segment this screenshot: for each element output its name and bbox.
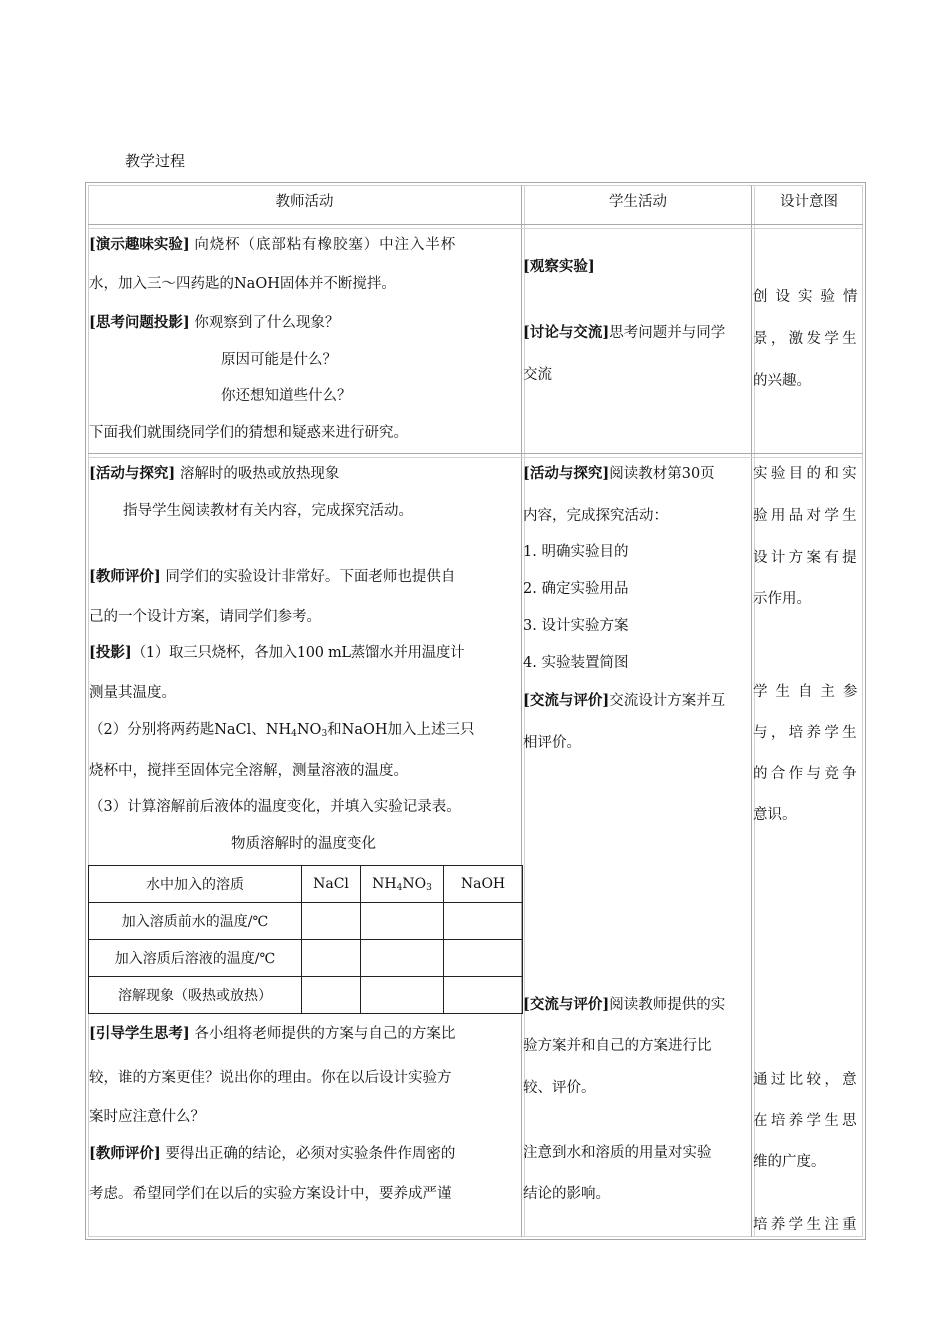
table-cell [302, 903, 361, 940]
student-line: 交流 [523, 367, 552, 383]
section-tag: [引导学生思考] [89, 1025, 190, 1042]
header-design: 设计意图 [780, 194, 838, 210]
table-cell: 溶解现象（吸热或放热） [89, 977, 302, 1014]
teacher-line: 案时应注意什么？ [89, 1109, 205, 1125]
teacher-line: 烧杯中，搅拌至固体完全溶解，测量溶液的温度。 [89, 763, 408, 779]
teacher-line: [投影]（1）取三只烧杯，各加入100 mL蒸馏水并用温度计 [89, 644, 465, 661]
table-cell: 加入溶质后溶液的温度/℃ [89, 940, 302, 977]
section-tag: [演示趣味实验] [89, 236, 190, 253]
student-line: [讨论与交流]思考问题并与同学 [523, 324, 726, 341]
section-tag: [教师评价] [89, 568, 161, 585]
table-cell: 加入溶质前水的温度/℃ [89, 903, 302, 940]
design-line: 实验目的和实 [753, 466, 861, 482]
design-line: 在培养学生思 [753, 1113, 861, 1129]
teacher-line: [活动与探究] 溶解时的吸热或放热现象 [89, 465, 340, 482]
table-row [89, 977, 523, 1014]
table-header-cell: NaOH [444, 866, 523, 903]
student-line: 2. 确定实验用品 [523, 581, 629, 597]
teacher-line: 较，谁的方案更佳？说出你的理由。你在以后设计实验方 [89, 1070, 452, 1086]
teacher-line: （3）计算溶解前后液体的温度变化，并填入实验记录表。 [89, 799, 461, 815]
section-tag: [活动与探究] [89, 465, 176, 482]
row-divider [88, 224, 863, 225]
table-cell [444, 940, 523, 977]
teacher-line: [演示趣味实验] 向烧杯（底部粘有橡胶塞）中注入半杯 [89, 236, 457, 253]
student-line: 相评价。 [523, 735, 581, 751]
table-cell [302, 940, 361, 977]
design-line: 培养学生注重 [753, 1217, 861, 1233]
student-line: [活动与探究]阅读教材第30页 [523, 465, 715, 482]
design-line: 通过比较，意 [753, 1072, 861, 1088]
table-cell [361, 903, 444, 940]
table-cell [361, 940, 444, 977]
design-line: 示作用。 [753, 591, 811, 607]
section-tag: [交流与评价] [523, 996, 610, 1013]
student-line: 结论的影响。 [523, 1186, 610, 1202]
page-title: 教学过程 [125, 152, 186, 170]
row-divider [88, 457, 863, 458]
table-header-cell: NaCl [302, 866, 361, 903]
section-tag: [教师评价] [89, 1145, 161, 1162]
design-line: 意识。 [753, 807, 797, 823]
section-tag: [观察实验] [523, 258, 595, 275]
teacher-line: 指导学生阅读教材有关内容，完成探究活动。 [123, 503, 413, 519]
design-line: 与，培养学生 [753, 725, 861, 741]
section-tag: [思考问题投影] [89, 314, 190, 331]
student-line: [交流与评价]交流设计方案并互 [523, 692, 726, 709]
table-header-cell: $NH_4NO_3$ [361, 866, 444, 903]
student-line: 3. 设计实验方案 [523, 618, 629, 634]
section-tag: [交流与评价] [523, 692, 610, 709]
teacher-line: 己的一个设计方案，请同学们参考。 [89, 609, 321, 625]
design-line: 验用品对学生 [753, 508, 861, 524]
teacher-line: 你还想知道些什么？ [221, 388, 352, 404]
row-divider [88, 228, 863, 229]
design-line: 设计方案有提 [753, 550, 861, 566]
design-line: 维的广度。 [753, 1154, 826, 1170]
section-tag: [活动与探究] [523, 465, 610, 482]
teacher-line: [教师评价] 要得出正确的结论，必须对实验条件作周密的 [89, 1145, 456, 1162]
temperature-table [88, 865, 523, 1014]
design-line: 学生自主参 [753, 684, 866, 700]
section-tag: [讨论与交流] [523, 324, 610, 341]
table-cell [444, 977, 523, 1014]
teacher-line: [思考问题投影] 你观察到了什么现象？ [89, 314, 340, 331]
student-line: 1. 明确实验目的 [523, 544, 629, 560]
table-caption: 物质溶解时的温度变化 [231, 836, 376, 852]
student-line: [交流与评价]阅读教师提供的实 [523, 996, 726, 1013]
teacher-line: （2）分别将两药匙NaCl、$NH_4NO_3$和NaOH加入上述三只 [89, 722, 475, 739]
design-line: 创设实验情 [753, 289, 866, 305]
teacher-line: 原因可能是什么？ [221, 352, 337, 368]
section-tag: [投影] [89, 644, 132, 661]
row-divider [88, 453, 863, 454]
teacher-line: 下面我们就围绕同学们的猜想和疑惑来进行研究。 [89, 425, 408, 441]
teacher-line: 考虑。希望同学们在以后的实验方案设计中，要养成严谨 [89, 1186, 452, 1202]
student-line: 内容，完成探究活动： [523, 508, 668, 524]
design-line: 的合作与竞争 [753, 766, 861, 782]
table-row [89, 940, 523, 977]
teacher-line: 测量其温度。 [89, 685, 176, 701]
teacher-line: [教师评价] 同学们的实验设计非常好。下面老师也提供自 [89, 568, 456, 585]
column-divider [751, 185, 752, 1237]
table-cell [361, 977, 444, 1014]
teacher-line: 水，加入三～四药匙的NaOH固体并不断搅拌。 [89, 276, 396, 292]
table-cell [444, 903, 523, 940]
student-line: 4. 实验装置简图 [523, 655, 629, 671]
teacher-line: [引导学生思考] 各小组将老师提供的方案与自己的方案比 [89, 1025, 456, 1042]
column-divider [521, 185, 522, 1237]
student-line: 注意到水和溶质的用量对实验 [523, 1145, 712, 1161]
header-teacher: 教师活动 [275, 194, 334, 210]
header-student: 学生活动 [609, 194, 667, 210]
design-line: 景，激发学生 [753, 331, 861, 347]
table-row [89, 903, 523, 940]
design-line: 的兴趣。 [753, 373, 811, 389]
table-cell [302, 977, 361, 1014]
student-line: 较、评价。 [523, 1080, 596, 1096]
table-row [89, 866, 523, 903]
table-header-cell: 水中加入的溶质 [89, 866, 302, 903]
student-line: 验方案并和自己的方案进行比 [523, 1038, 712, 1054]
